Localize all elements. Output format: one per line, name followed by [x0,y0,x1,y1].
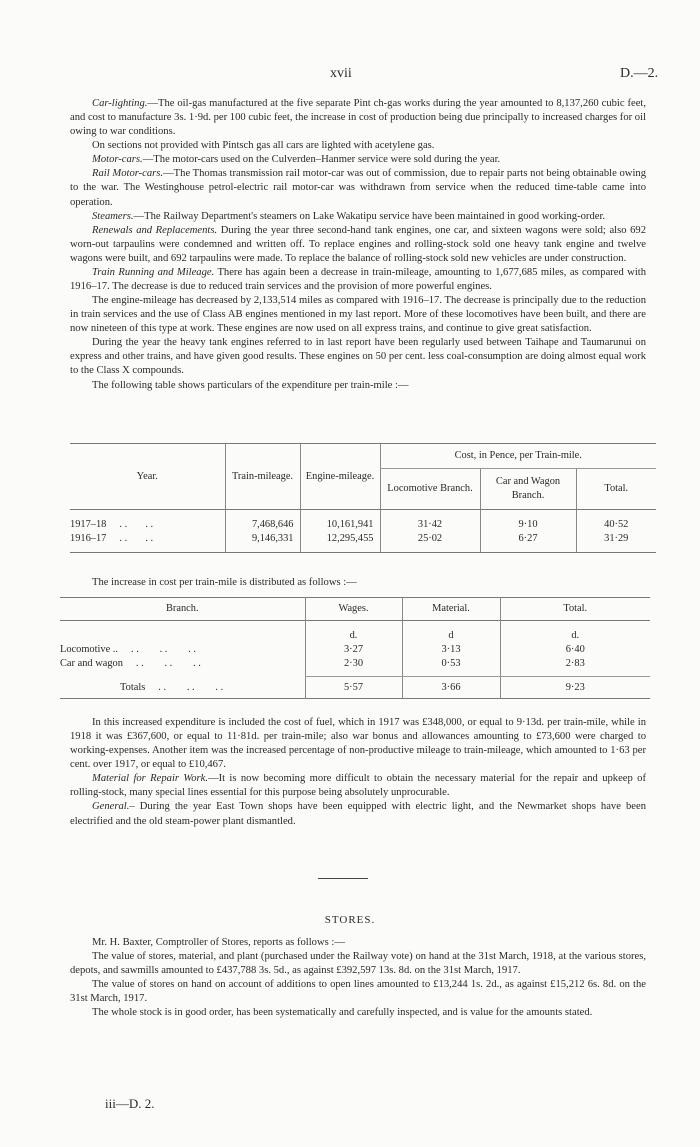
document-ref: D.—2. [620,66,659,81]
row-material: 0·53 [402,657,500,671]
paragraph: The value of stores on hand on account of additions to open lines amounted to £13,244 1s. 2d., as against £15,212 6s. 8d. on the 31st March, 1917. [70,979,646,1005]
header-cost-group: Cost, in Pence, per Train-mile. [380,444,656,469]
paragraph: Mr. H. Baxter, Comptroller of Stores, reports as follows :— [92,937,345,948]
totals-wages: 5·57 [305,676,402,699]
table-row [60,643,650,657]
row-total: 31·29 [576,532,656,546]
totals-label: Totals [120,681,146,693]
body-section-2 [70,716,646,829]
header-locomotive: Locomotive Branch. [380,469,480,510]
row-year: 1917–18 [70,519,107,530]
header-branch: Branch. [165,603,199,615]
paragraph: Train Running and Mileage. There has again been a decrease in train-mileage, amounting to 1,677,685 miles, as compared with 1916–17. The decrease is due to reduced train services and the provision of more powerful engines. [70,266,647,293]
row-engine-mileage: 12,295,455 [300,532,380,546]
page-number: xvii [330,66,352,81]
unit-total: d. [500,629,650,643]
leader-dots: . . . . [119,532,154,544]
paragraph: The following table shows particulars of the expenditure per train-mile :— [92,379,409,391]
header-car-wagon: Car and Wagon Branch. [480,469,576,510]
paragraph: In this increased expenditure is included the cost of fuel, which in 1917 was £348,000, or equal to 9·13d. per train-mile, while in 1918 it was £367,600, or equal to 11·81d. per train-mile; also war bonus and allowances amounting to £73,600 were charged to working-expenses. Another item was the increased percentage of non-productive mileage to train-mileage, which amounted to 1·63 per cent. over 1917, or equal to £10,467. [70,717,646,771]
row-year: 1916–17 [70,532,107,544]
paragraph: The value of stores, material, and plant (purchased under the Railway vote) on hand at the 31st March, 1918, at the various stores, depots, and sawmills amounted to £437,788 3s. 5d., as against £392,597 13s. 8d. on the 31st March, 1917. [70,951,646,977]
table2-intro: The increase in cost per train-mile is distributed as follows :— [92,577,357,588]
header-total: Total. [576,469,656,510]
row-total: 6·40 [500,643,650,657]
row-total: 2·83 [500,657,650,671]
totals-total: 9·23 [500,676,650,699]
unit-material: d [402,629,500,643]
header-year: Year. [70,444,225,510]
header-engine-mileage: Engine-mileage. [300,444,380,510]
leader-dots: . . . . . . [131,643,196,655]
row-wages: 3·27 [305,643,402,657]
paragraph: Renewals and Replacements. During the year three second-hand tank engines, one car, and sixteen wagons were sold; also 692 worn-out tarpaulins were condemned and written off. To replace engines and rolling-stock sold one heavy tank engine and twelve wagons were built, and 692 tarpaulins were made. To replace the balance of rolling-stock sold new vehicles are under construction. [70,224,646,264]
row-branch: Car and wagon [60,657,123,669]
paragraph: The engine-mileage has decreased by 2,133,514 miles as compared with 1916–17. The decrease is principally due to the reduction in train services and the use of Class AB engines mentioned in my last report. More of these locomotives have been built, and there are now nineteen of this type at work. These engines are now used on all express trains, and continue to give great satisfaction. [70,295,646,335]
paragraph: General.– During the year East Town shops have been equipped with electric light, and the Newmarket shops have been electrified and the old steam-power plant dismantled. [70,801,646,827]
row-wages: 2·30 [305,657,402,671]
header-total: Total. [500,598,650,621]
row-locomotive: 25·02 [380,532,480,546]
paragraph: On sections not provided with Pintsch gas all cars are lighted with acetylene gas. [92,140,435,152]
table-row [70,518,656,532]
train-mile-cost-table [70,443,656,553]
footer-signature: iii—D. 2. [105,1096,155,1111]
increase-distribution-table [60,597,650,699]
body-section-1 [70,97,646,393]
unit-wages: d. [305,629,402,643]
header-wages: Wages. [305,598,402,621]
header-train-mileage: Train-mileage. [225,444,300,510]
row-total: 40·52 [576,518,656,532]
paragraph: Car-lighting.—The oil-gas manufactured at the five separate Pint ch-gas works during the year amounted to 8,137,260 cubic feet, and cost to manufacture 3s. 1·9d. per 100 cubic feet, the increase in cost of production being due principally to increased charges for oil owing to war conditions. [70,98,646,138]
row-train-mileage: 7,468,646 [225,518,300,532]
row-engine-mileage: 10,161,941 [300,518,380,532]
row-branch: Locomotive .. [60,643,119,655]
row-locomotive: 31·42 [380,518,480,532]
row-material: 3·13 [402,643,500,657]
paragraph: Rail Motor-cars.—The Thomas transmission rail motor-car was out of commission, due to repair parts not being obtainable owing to the war. The Westinghouse petrol-electric rail motor-car was withdrawn from service when the reduced time-table came into operation. [70,168,646,208]
row-train-mileage: 9,146,331 [225,532,300,546]
paragraph: The whole stock is in good order, has been systematically and carefully inspected, and is value for the amounts stated. [92,1007,593,1019]
paragraph: Steamers.—The Railway Department's steamers on Lake Wakatipu service have been maintained in good working-order. [92,210,606,222]
stores-heading: STORES. [324,914,376,926]
totals-row [60,676,650,699]
totals-material: 3·66 [402,676,500,699]
stores-section [70,936,646,1020]
paragraph: During the year the heavy tank engines referred to in last report have been regularly used between Taihape and Taumarunui on express and other trains, and have given good results. These engines on 50 per cent. less coal-consumption are doing almost equal work to the Class X compounds. [70,337,646,377]
row-car-wagon: 9·10 [480,518,576,532]
section-divider [318,878,368,879]
table-row [60,657,650,671]
row-car-wagon: 6·27 [480,532,576,546]
paragraph: Motor-cars.—The motor-cars used on the Culverden–Hanmer service were sold during the year. [92,154,501,166]
table-row [70,532,656,546]
header-material: Material. [402,598,500,621]
paragraph: Material for Repair Work.—It is now becoming more difficult to obtain the necessary material for the repair and upkeep of rolling-stock, many special lines essential for this purpose being absolutely unprocurable. [70,773,646,799]
leader-dots: . . . . . . [158,681,224,693]
leader-dots: . . . . [119,519,154,530]
leader-dots: . . . . . . [135,657,201,669]
